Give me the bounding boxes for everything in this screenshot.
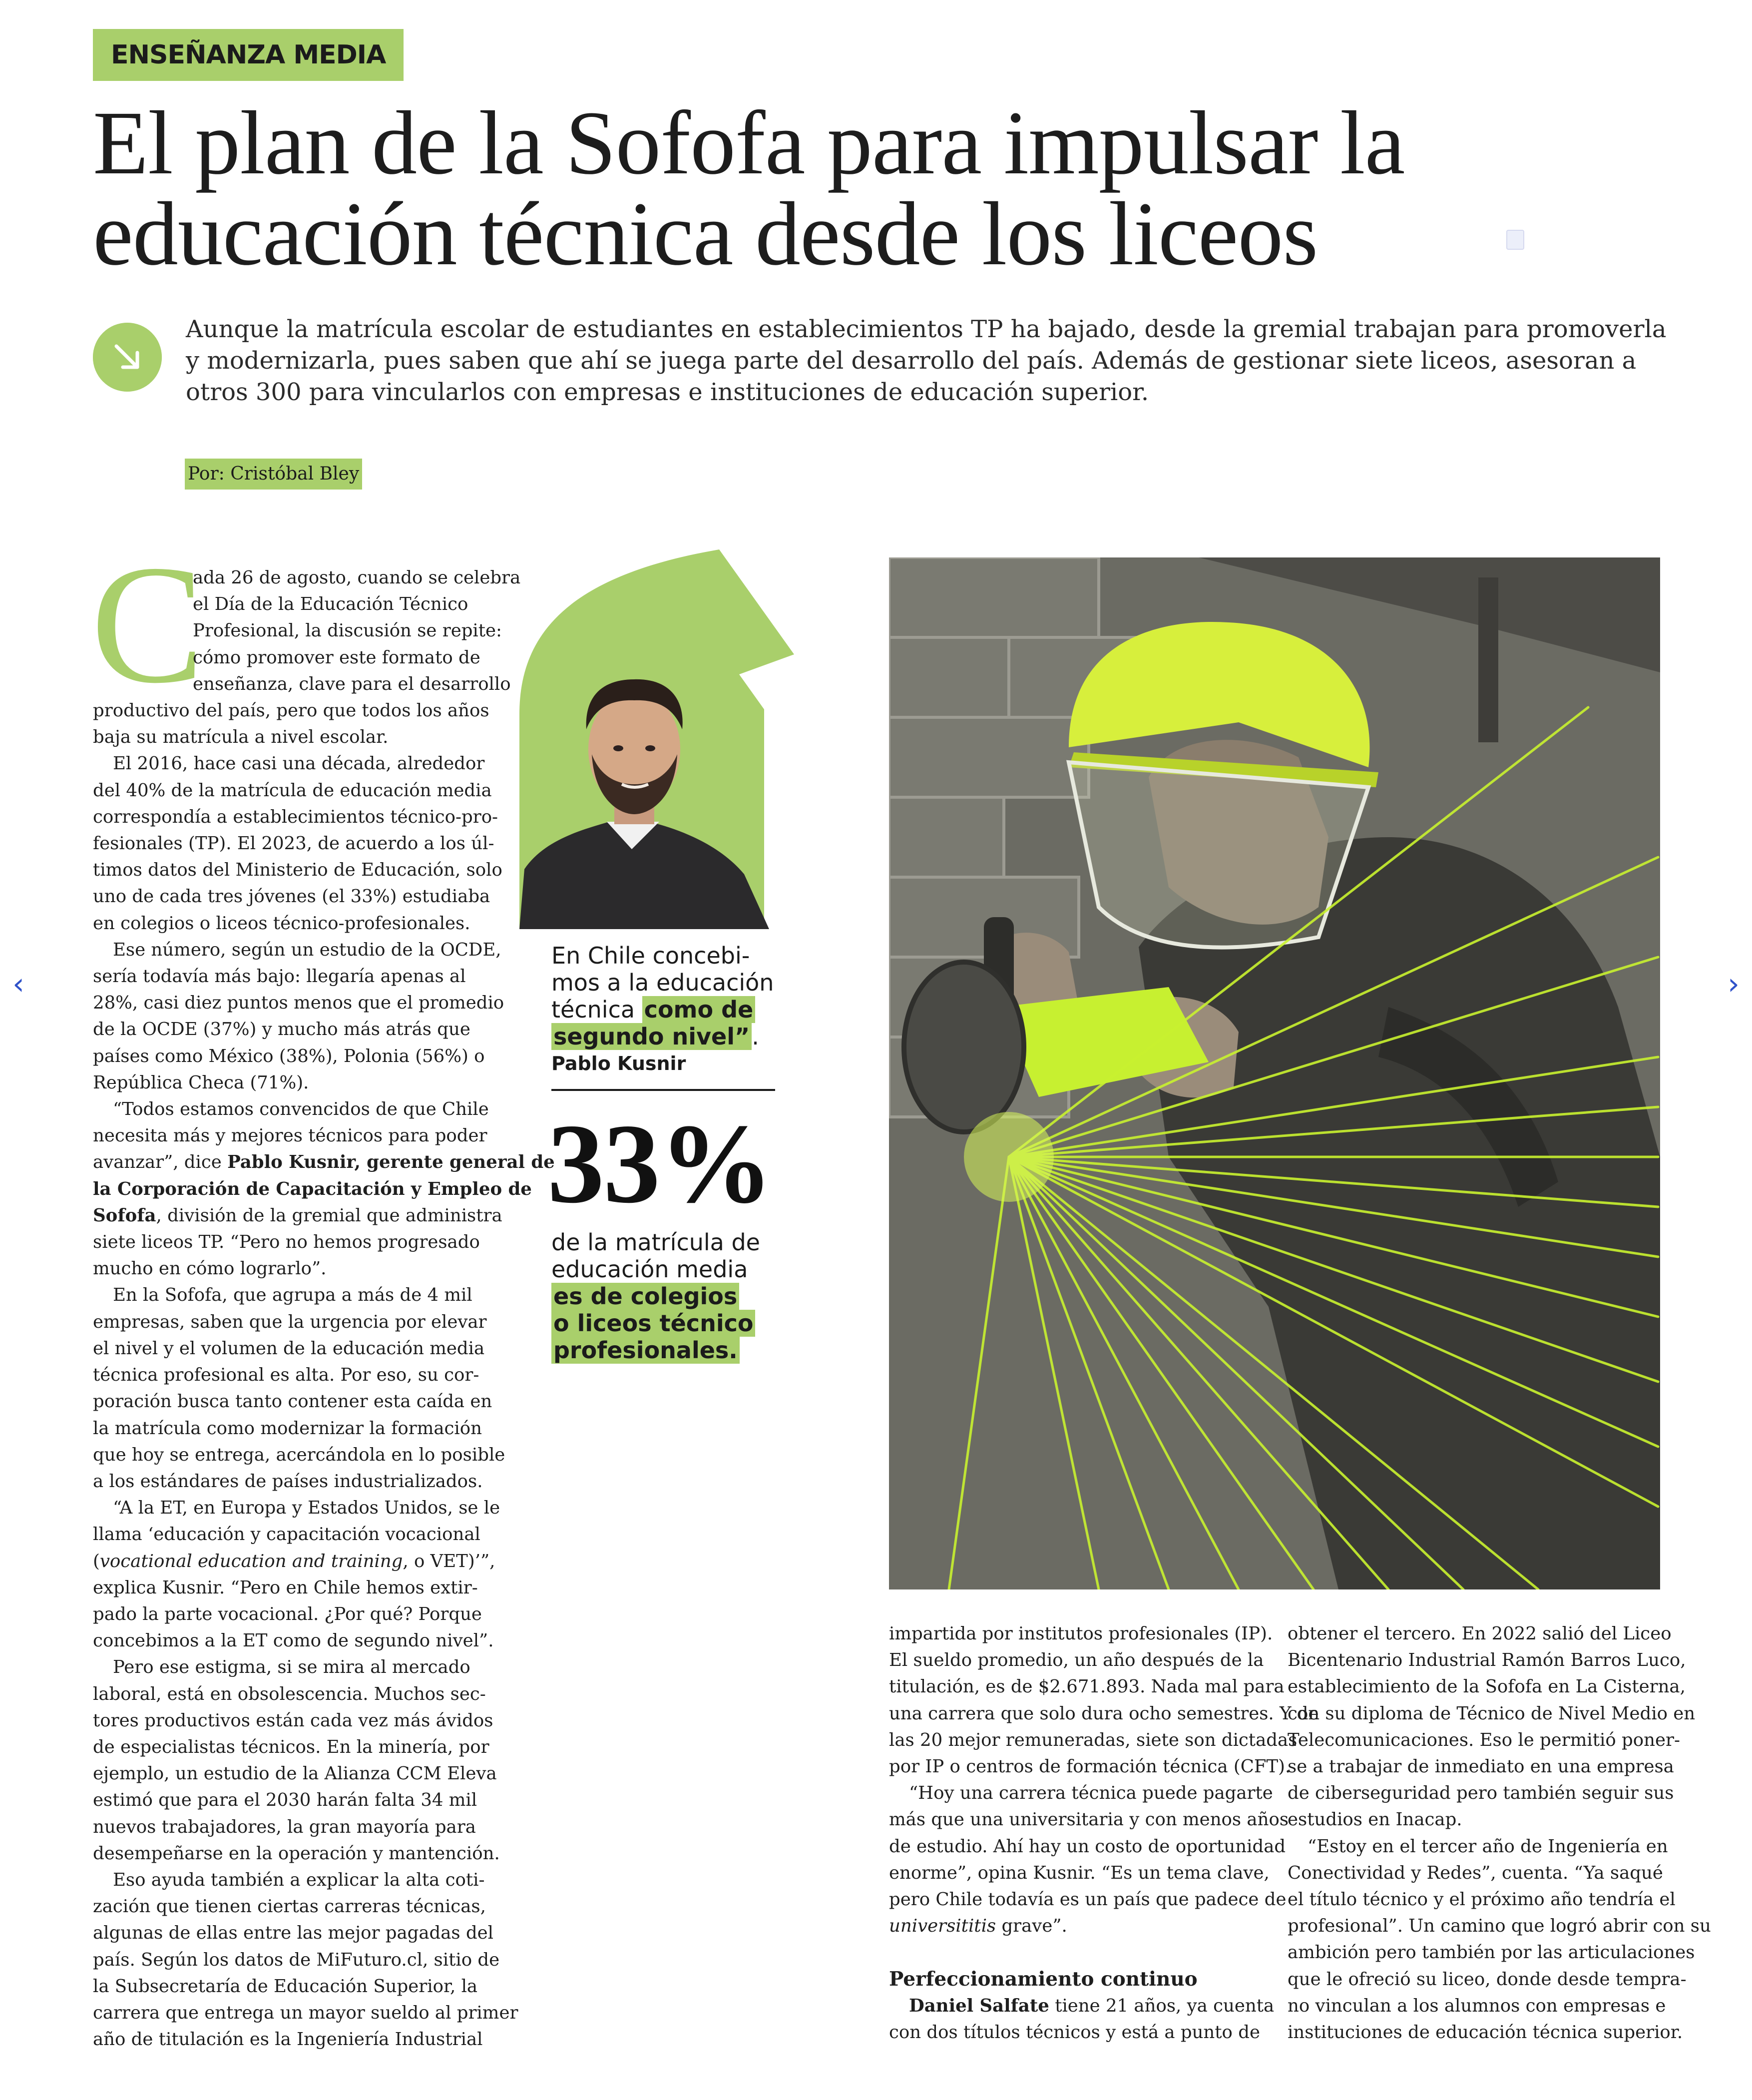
bold-run: la Corporación de Capacitación y Empleo de: [93, 1178, 532, 1199]
pull-quote: [551, 942, 811, 1050]
text-line: se a trabajar de inmediato en una empresa: [1288, 1756, 1674, 1777]
pull-quote-line: En Chile concebi-: [551, 942, 750, 969]
text-line: pero Chile todavía es un país que padece de: [889, 1889, 1287, 1910]
text-line: necesita más y mejores técnicos para poder: [93, 1125, 487, 1146]
pull-quote-highlight: segundo nivel”: [551, 1023, 752, 1050]
stat-highlight: o liceos técnico: [551, 1310, 755, 1337]
portrait-image: [519, 549, 799, 929]
text-line: empresas, saben que la urgencia por elevar: [93, 1311, 487, 1332]
stat-line: [551, 1283, 811, 1310]
text-line: ejemplo, un estudio de la Alianza CCM Eleva: [93, 1763, 497, 1784]
text-line: estimó que para el 2030 harán falta 34 mil: [93, 1790, 477, 1811]
text-line: técnica profesional es alta. Por eso, su cor-: [93, 1365, 479, 1386]
stat-line: educación media: [551, 1256, 748, 1283]
text-line: ada 26 de agosto, cuando se celebra: [193, 567, 521, 588]
text-line: En la Sofofa, que agrupa a más de 4 mil: [113, 1285, 472, 1306]
text-line: República Checa (71%).: [93, 1072, 309, 1093]
text-line: sería todavía más bajo: llegaría apenas al: [93, 966, 466, 987]
text-line: enseñanza, clave para el desarrollo: [193, 673, 511, 694]
text-run: avanzar”, dice: [93, 1152, 228, 1173]
stat-caption: [551, 1229, 811, 1364]
text-run: , o VET)’”,: [403, 1551, 495, 1572]
text-line: una carrera que solo dura ocho semestres. Y de: [889, 1703, 1319, 1724]
welder-illustration: [889, 557, 1660, 1589]
text-line: de ciberseguridad pero también seguir sus: [1288, 1783, 1674, 1804]
pull-quote-highlight: como de: [642, 996, 756, 1023]
bold-run: Daniel Salfate: [909, 1995, 1049, 2016]
text-line: estudios en Inacap.: [1288, 1809, 1462, 1830]
text-line: poración busca tanto contener esta caída en: [93, 1391, 492, 1412]
text-line: nuevos trabajadores, la gran mayoría para: [93, 1816, 476, 1837]
headline-line-2: educación técnica desde los liceos: [93, 184, 1318, 284]
text-line: [93, 1548, 495, 1575]
text-line: Pero ese estigma, si se mira al mercado: [113, 1657, 470, 1678]
text-line: ambición pero también por las articulaciones: [1288, 1942, 1695, 1963]
text-line: establecimiento de la Sofofa en La Cisterna,: [1288, 1676, 1686, 1697]
pull-quote-line: [551, 1023, 811, 1050]
text-line: profesional”. Un camino que logró abrir con su: [1288, 1916, 1711, 1937]
text-line: Telecomunicaciones. Eso le permitió poner-: [1288, 1729, 1680, 1750]
text-line: El 2016, hace casi una década, alrededor: [113, 753, 485, 774]
subheading: Perfeccionamiento continuo: [889, 1967, 1198, 1991]
text-line: de la OCDE (37%) y mucho más atrás que: [93, 1019, 470, 1040]
text-line: [93, 1202, 502, 1229]
bold-run: Pablo Kusnir, gerente general de: [227, 1152, 555, 1173]
text-line: [93, 1149, 555, 1175]
text-line: explica Kusnir. “Pero en Chile hemos extir-: [93, 1577, 478, 1598]
text-line: las 20 mejor remuneradas, siete son dictadas: [889, 1729, 1298, 1750]
text-line: el nivel y el volumen de la educación media: [93, 1338, 485, 1359]
pull-quote-text: .: [752, 1023, 759, 1050]
text-run: , división de la gremial que administra: [156, 1205, 502, 1226]
annotation-marker-icon[interactable]: [1506, 230, 1524, 250]
pull-quote-line: [551, 996, 811, 1023]
pull-quote-author: Pablo Kusnir: [551, 1052, 686, 1074]
arrow-down-right-icon: [93, 323, 162, 392]
headline: [93, 93, 1691, 284]
stat-line: [551, 1337, 811, 1364]
text-line: baja su matrícula a nivel escolar.: [93, 727, 389, 748]
italic-run: universititis: [889, 1916, 996, 1937]
stat-highlight: profesionales.: [551, 1337, 740, 1364]
chevron-right-icon[interactable]: ›: [1728, 967, 1740, 1002]
text-line: Profesional, la discusión se repite:: [193, 620, 502, 641]
text-line: llama ‘educación y capacitación vocacional: [93, 1524, 480, 1545]
text-line: Bicentenario Industrial Ramón Barros Luco,: [1288, 1650, 1686, 1671]
article-column-4: [1288, 1620, 1711, 2046]
text-line: siete liceos TP. “Pero no hemos progresado: [93, 1232, 480, 1253]
text-line: del 40% de la matrícula de educación media: [93, 780, 492, 801]
text-line: uno de cada tres jóvenes (el 33%) estudiaba: [93, 886, 490, 907]
text-line: desempeñarse en la operación y mantención.: [93, 1843, 500, 1864]
text-line: no vinculan a los alumnos con empresas e: [1288, 1995, 1666, 2016]
text-line: el título técnico y el próximo año tendría el: [1288, 1889, 1676, 1910]
text-line: por IP o centros de formación técnica (CFT).: [889, 1756, 1291, 1777]
text-line: algunas de ellas entre las mejor pagadas del: [93, 1923, 494, 1944]
text-line: en colegios o liceos técnico-profesionales.: [93, 913, 470, 934]
text-line: titulación, es de $2.671.893. Nada mal para: [889, 1676, 1285, 1697]
text-line: [93, 1176, 532, 1202]
headline-line-1: El plan de la Sofofa para impulsar la: [93, 93, 1405, 193]
text-line: año de titulación es la Ingeniería Industrial: [93, 2029, 483, 2050]
text-line: tores productivos están cada vez más ávidos: [93, 1710, 493, 1731]
text-line: la matrícula como modernizar la formación: [93, 1418, 482, 1439]
text-run: tiene 21 años, ya cuenta: [1049, 1995, 1275, 2016]
text-run: (: [93, 1551, 100, 1572]
text-line: mucho en cómo lograrlo”.: [93, 1258, 327, 1279]
text-line: concebimos a la ET como de segundo nivel”.: [93, 1630, 494, 1651]
article-column-1: [93, 564, 555, 2053]
text-line: de especialistas técnicos. En la minería, por: [93, 1736, 489, 1757]
text-line: enorme”, opina Kusnir. “Es un tema clave,: [889, 1862, 1270, 1883]
stat-line: [551, 1310, 811, 1337]
text-line: productivo del país, pero que todos los años: [93, 700, 489, 721]
text-line: [889, 1939, 1263, 1966]
divider: [551, 1089, 775, 1091]
text-line: “Estoy en el tercer año de Ingeniería en: [1308, 1836, 1668, 1857]
text-line: “Hoy una carrera técnica puede pagarte: [909, 1783, 1273, 1804]
text-run: grave”.: [996, 1916, 1067, 1937]
text-line: correspondía a establecimientos técnico-pro-: [93, 806, 498, 827]
text-line: obtener el tercero. En 2022 salió del Liceo: [1288, 1623, 1672, 1644]
text-line: pado la parte vocacional. ¿Por qué? Porque: [93, 1603, 482, 1624]
text-line: timos datos del Ministerio de Educación, solo: [93, 860, 502, 881]
italic-run: vocational education and training: [99, 1551, 403, 1572]
text-line: [889, 1993, 1275, 2019]
text-line: más que una universitaria y con menos años: [889, 1809, 1289, 1830]
text-line: El sueldo promedio, un año después de la: [889, 1650, 1264, 1671]
text-line: Conectividad y Redes”, cuenta. “Ya saqué: [1288, 1862, 1663, 1883]
stat-line: de la matrícula de: [551, 1229, 760, 1256]
text-line: “A la ET, en Europa y Estados Unidos, se le: [113, 1498, 500, 1519]
text-line: que hoy se entrega, acercándola en lo posible: [93, 1444, 505, 1465]
text-line: el Día de la Educación Técnico: [193, 594, 468, 615]
text-line: con dos títulos técnicos y está a punto de: [889, 2022, 1260, 2043]
text-line: con su diploma de Técnico de Nivel Medio en: [1288, 1703, 1696, 1724]
deck-line: y modernizarla, pues saben que ahí se juega parte del desarrollo del país. Además de gestionar siete liceos, asesoran a: [186, 347, 1637, 375]
section-tag: ENSEÑANZA MEDIA: [93, 29, 404, 81]
stat-number: 33%: [547, 1101, 772, 1227]
text-line: laboral, está en obsolescencia. Muchos sec-: [93, 1683, 486, 1704]
text-line: a los estándares de países industrializados.: [93, 1471, 483, 1492]
byline: Por: Cristóbal Bley: [185, 459, 362, 490]
chevron-left-icon[interactable]: ‹: [12, 967, 24, 1002]
text-line: carrera que entrega un mayor sueldo al primer: [93, 2002, 518, 2023]
deck-line: Aunque la matrícula escolar de estudiantes en establecimientos TP ha bajado, desde la gremial trabajan para promoverla: [186, 315, 1667, 343]
bold-run: Sofofa: [93, 1205, 156, 1226]
pull-quote-text: técnica: [551, 996, 642, 1023]
text-line: Eso ayuda también a explicar la alta coti-: [113, 1869, 485, 1890]
text-line: de estudio. Ahí hay un costo de oportunidad: [889, 1836, 1286, 1857]
article-deck: [186, 314, 1667, 408]
text-line: cómo promover este formato de: [193, 647, 480, 668]
text-line: [889, 1913, 1263, 1939]
drop-cap: C: [91, 530, 204, 718]
text-line: Ese número, según un estudio de la OCDE,: [113, 939, 501, 960]
text-line: país. Según los datos de MiFuturo.cl, sitio de: [93, 1949, 500, 1970]
text-line: instituciones de educación técnica superior.: [1288, 2022, 1683, 2043]
text-line: países como México (38%), Polonia (56%) o: [93, 1046, 485, 1066]
deck-line: otros 300 para vincularlos con empresas e instituciones de educación superior.: [186, 378, 1149, 406]
text-line: zación que tienen ciertas carreras técnicas,: [93, 1896, 486, 1917]
text-line: la Subsecretaría de Educación Superior, la: [93, 1976, 478, 1997]
text-line: 28%, casi diez puntos menos que el promedio: [93, 993, 504, 1014]
text-line: impartida por institutos profesionales (IP).: [889, 1623, 1273, 1644]
text-line: fesionales (TP). El 2023, de acuerdo a los úl-: [93, 833, 494, 854]
pull-quote-line: mos a la educación: [551, 969, 774, 996]
stat-highlight: es de colegios: [551, 1283, 739, 1310]
text-line: que le ofreció su liceo, donde desde tempra-: [1288, 1969, 1687, 1990]
text-line: “Todos estamos convencidos de que Chile: [113, 1099, 489, 1120]
article-column-3: [889, 1620, 1319, 2046]
